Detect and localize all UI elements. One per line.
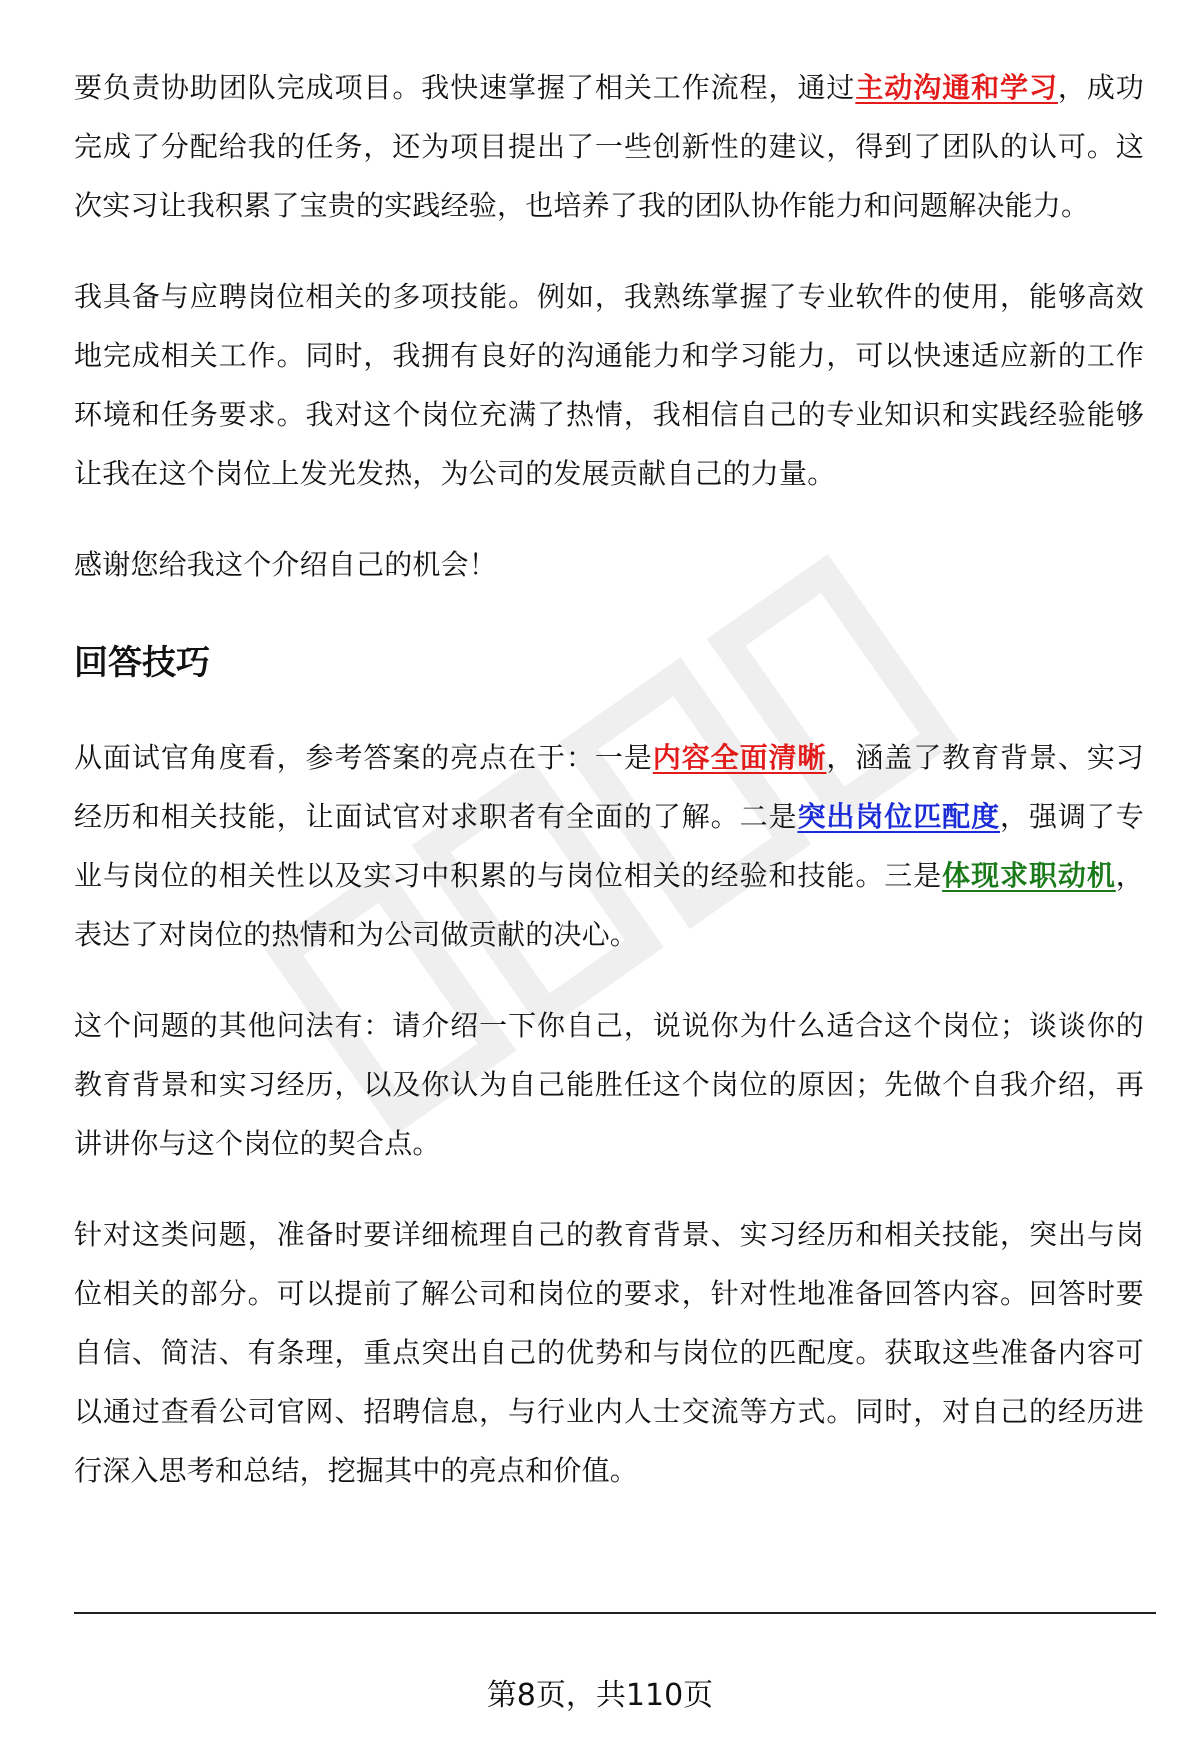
document-body [74, 58, 1144, 1532]
paragraph-text: 针对这类问题，准备时要详细梳理自己的教育背景、实习经历和相关技能，突出与岗位相关的部分。可以提前了解公司和岗位的要求，针对性地准备回答内容。回答时要自信、简洁、有条理，重点突出自己的优势和与岗位的匹配度。获取这些准备内容可以通过查看公司官网、招聘信息，与行业内人士交流等方式。同时，对自己的经历进行深入思考和总结，挖掘其中的亮点和价值。 [74, 1218, 1144, 1487]
paragraph [74, 267, 1144, 503]
paragraph [74, 996, 1144, 1173]
paragraph [74, 58, 1144, 235]
paragraph-text: 感谢您给我这个介绍自己的机会！ [74, 548, 498, 581]
paragraph [74, 728, 1144, 964]
paragraph-text: ，涵盖了教育背景、实习经历和相关技能，让面试官对求职者有全面的了解。二是 [74, 741, 1145, 833]
paragraph-text: ，表达了对岗位的热情和为公司做贡献的决心。 [74, 859, 1144, 951]
paragraph-text: 这个问题的其他问法有：请介绍一下你自己，说说你为什么适合这个岗位；谈谈你的教育背景和实习经历，以及你认为自己能胜任这个岗位的原因；先做个自我介绍，再讲讲你与这个岗位的契合点。 [74, 1009, 1144, 1160]
paragraph-text: ，强调了专业与岗位的相关性以及实习中积累的与岗位相关的经验和技能。三是 [74, 800, 1144, 892]
paragraph-text: 从面试官角度看，参考答案的亮点在于：一是 [74, 741, 653, 774]
section-heading: 回答技巧 [74, 643, 210, 683]
highlight-green: 体现求职动机 [942, 859, 1116, 892]
tips-section [74, 728, 1144, 1500]
paragraph [74, 535, 1144, 594]
paragraph-text: 我具备与应聘岗位相关的多项技能。例如，我熟练掌握了专业软件的使用，能够高效地完成相关工作。同时，我拥有良好的沟通能力和学习能力，可以快速适应新的工作环境和任务要求。我对这个岗位充满了热情，我相信自己的专业知识和实践经验能够让我在这个岗位上发光发热，为公司的发展贡献自己的力量。 [74, 280, 1144, 490]
highlight-red: 主动沟通和学习 [855, 71, 1058, 104]
highlight-blue: 突出岗位匹配度 [797, 800, 1001, 833]
paragraph-text: 要负责协助团队完成项目。我快速掌握了相关工作流程，通过 [74, 71, 856, 104]
paragraph [74, 1205, 1144, 1500]
highlight-red: 内容全面清晰 [652, 741, 827, 774]
paragraph-text: ，成功完成了分配给我的任务，还为项目提出了一些创新性的建议，得到了团队的认可。这次实习让我积累了宝贵的实践经验，也培养了我的团队协作能力和问题解决能力。 [74, 71, 1144, 222]
footer-divider [74, 1612, 1156, 1614]
intro-section [74, 58, 1144, 594]
page-number: 第8页，共110页 [486, 1678, 714, 1713]
